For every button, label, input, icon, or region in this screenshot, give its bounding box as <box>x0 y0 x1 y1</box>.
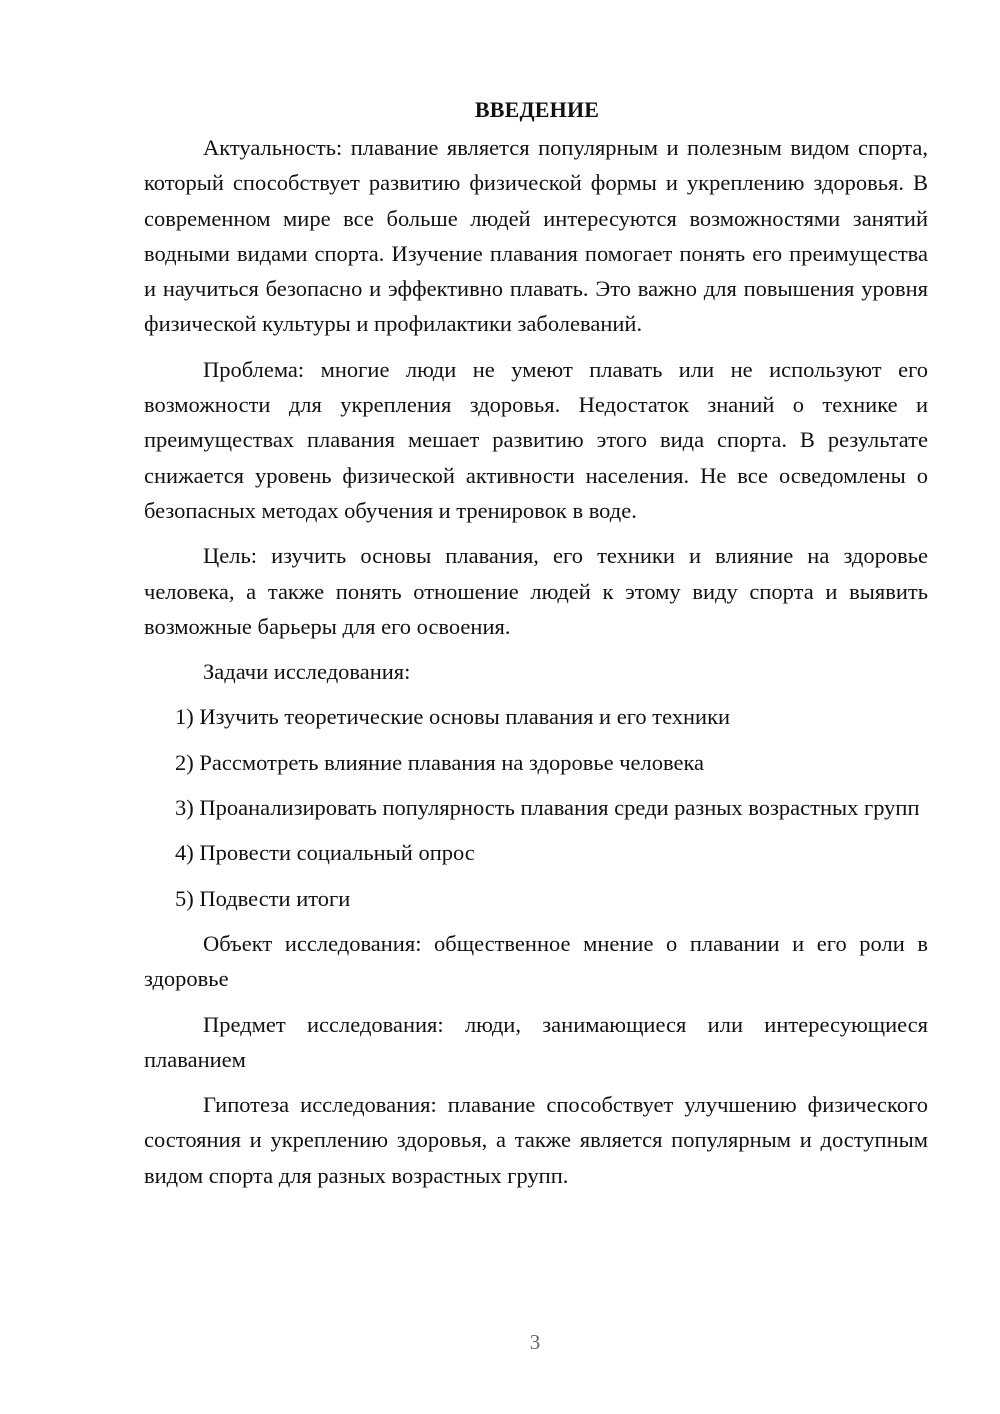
task-item-1: 1) Изучить теоретические основы плавания и его техники <box>175 704 731 730</box>
problem-paragraph: Проблема: многие люди не умеют плавать или не используют его возможности для укрепления здоровья. Недостаток знаний о технике и преимуществах плавания мешает развитию этого вида спорта. В результате снижается уровень физической активности населения. Не все осведомлены о безопасных методах обучения и тренировок в воде. <box>144 356 928 523</box>
task-item-3: 3) Проанализировать популярность плавания среди разных возрастных групп <box>175 795 920 821</box>
relevance-paragraph: Актуальность: плавание является популярным и полезным видом спорта, который способствует развитию физической формы и укреплению здоровья. В современном мире все больше людей интересуются возможностями занятий водными видами спорта. Изучение плавания помогает понять его преимущества и научиться безопасно и эффективно плавать. Это важно для повышения уровня физической культуры и профилактики заболеваний. <box>144 135 928 337</box>
task-item-2: 2) Рассмотреть влияние плавания на здоровье человека <box>175 749 705 775</box>
goal-paragraph: Цель: изучить основы плавания, его техники и влияние на здоровье человека, а также понять отношение людей к этому виду спорта и выявить возможные барьеры для его освоения. <box>144 543 928 639</box>
document-page <box>144 92 928 1203</box>
task-item-4: 4) Провести социальный опрос <box>175 840 475 866</box>
task-item-5: 5) Подвести итоги <box>175 885 351 911</box>
tasks-heading: Задачи исследования: <box>203 659 411 685</box>
object-paragraph: Объект исследования: общественное мнение о плавании и его роли в здоровье <box>144 930 928 992</box>
page-number: 3 <box>529 1330 541 1354</box>
subject-paragraph: Предмет исследования: люди, занимающиеся или интересующиеся плаванием <box>144 1011 928 1072</box>
hypothesis-paragraph: Гипотеза исследования: плавание способствует улучшению физического состояния и укреплению здоровья, а также является популярным и доступным видом спорта для разных возрастных групп. <box>144 1092 928 1188</box>
section-title: ВВЕДЕНИЕ <box>474 97 600 122</box>
